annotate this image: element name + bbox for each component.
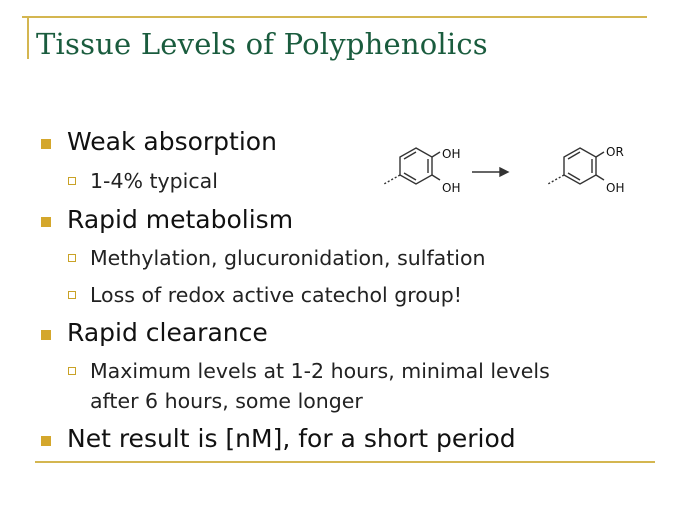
bullet-rapid-metabolism: Rapid metabolism (67, 205, 294, 234)
sub-bullet-catechol-loss: Loss of redox active catechol group! (90, 280, 462, 310)
sub-bullet-maximum-levels (90, 356, 550, 416)
sub-bullet-line-2: after 6 hours, some longer (90, 389, 363, 413)
bullet-rapid-clearance: Rapid clearance (67, 318, 268, 347)
bullet-net-result: Net result is [nM], for a short period (67, 424, 516, 453)
reactant-molecule (384, 148, 440, 184)
product-top-label: OR (606, 145, 624, 159)
bottom-divider (35, 461, 655, 463)
sub-bullet-typical: 1-4% typical (90, 166, 218, 196)
reactant-top-label: OH (442, 147, 461, 161)
reaction-arrow (472, 168, 508, 176)
catechol-methylation-scheme (372, 136, 642, 206)
product-molecule (548, 148, 604, 184)
slide-title: Tissue Levels of Polyphenolics (36, 27, 488, 61)
sub-bullet-line-1: Maximum levels at 1-2 hours, minimal levels (90, 359, 550, 383)
bullet-weak-absorption: Weak absorption (67, 127, 277, 156)
sub-bullet-methylation: Methylation, glucuronidation, sulfation (90, 243, 486, 273)
product-bottom-label: OH (606, 181, 625, 195)
reactant-bottom-label: OH (442, 181, 461, 195)
